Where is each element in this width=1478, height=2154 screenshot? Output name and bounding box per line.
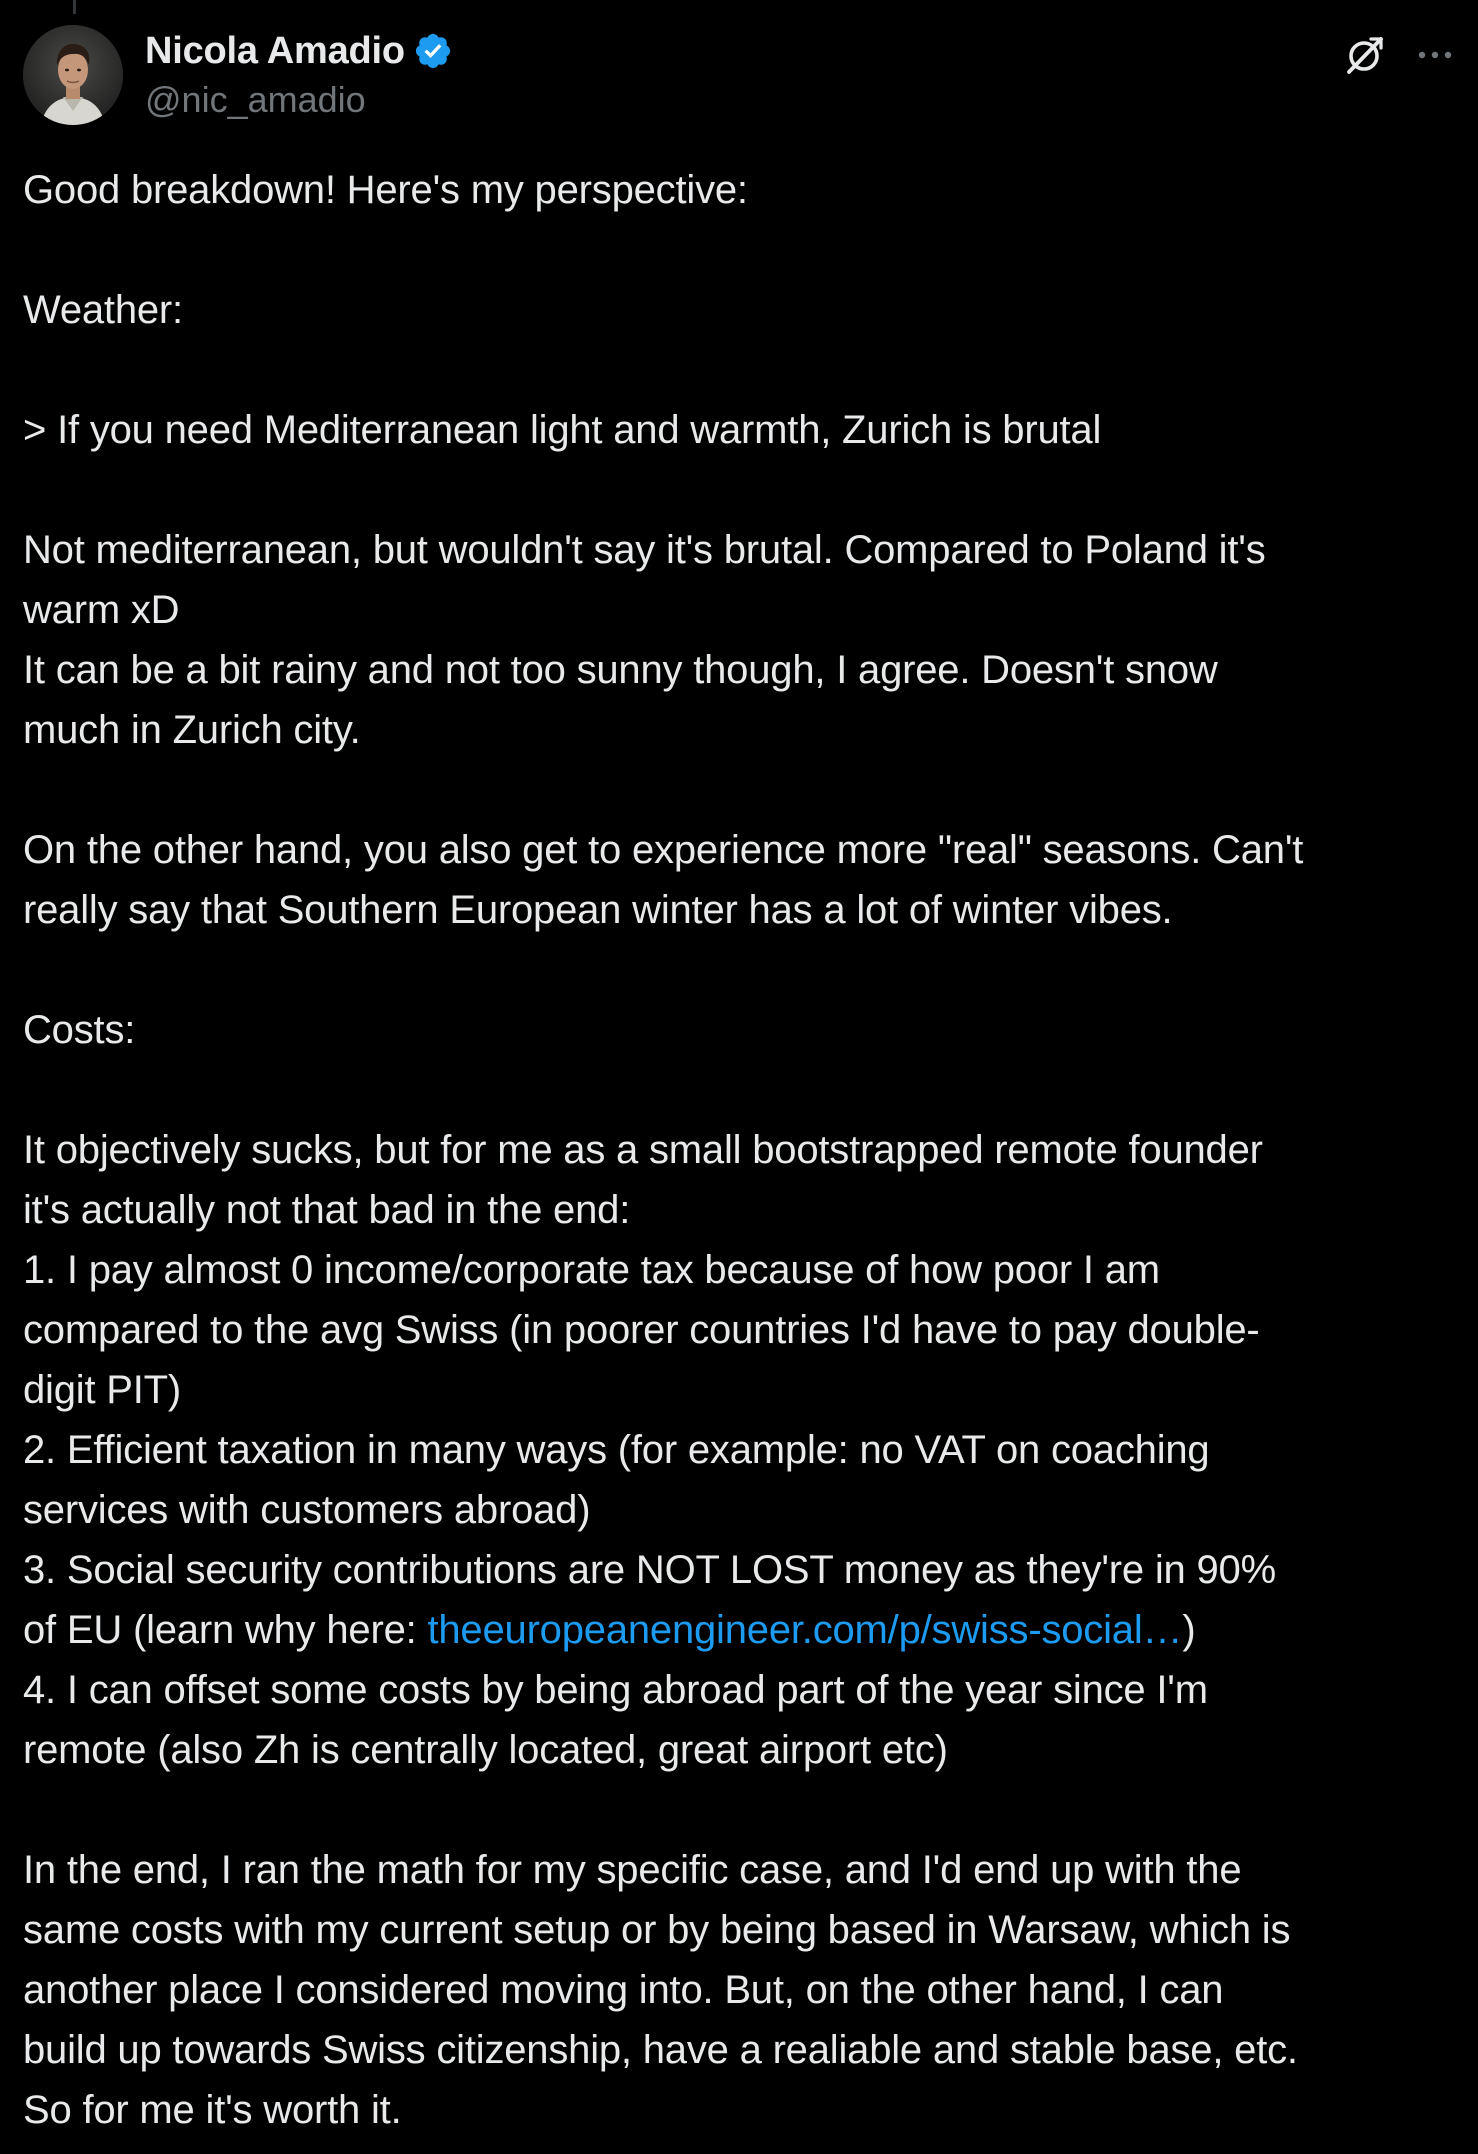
author-display-name[interactable]: Nicola Amadio	[145, 29, 405, 72]
text-line: On the other hand, you also get to experience more "real" seasons. Can't	[23, 828, 1304, 872]
weather-paragraph-1	[23, 520, 1455, 760]
grok-icon[interactable]	[1341, 31, 1389, 79]
costs-paragraph	[23, 1120, 1455, 1780]
link-suffix-text: )	[1182, 1608, 1196, 1652]
text-line: 1. I pay almost 0 income/corporate tax because of how poor I am	[23, 1248, 1160, 1292]
author-name-row	[145, 25, 453, 77]
tweet-actions	[1341, 31, 1455, 79]
text-line: same costs with my current setup or by being based in Warsaw, which is	[23, 1908, 1291, 1952]
text-line: Not mediterranean, but wouldn't say it's brutal. Compared to Poland it's	[23, 528, 1266, 572]
swiss-social-link[interactable]: theeuropeanengineer.com/p/swiss-social…	[427, 1608, 1183, 1652]
text-line: build up towards Swiss citizenship, have a realiable and stable base, etc.	[23, 2028, 1298, 2072]
text-line: warm xD	[23, 588, 180, 632]
text-line: services with customers abroad)	[23, 1488, 591, 1532]
text-line: compared to the avg Swiss (in poorer countries I'd have to pay double-	[23, 1308, 1260, 1352]
author-info	[145, 25, 453, 121]
text-line-with-link	[23, 1600, 1455, 1660]
text-line: It can be a bit rainy and not too sunny though, I agree. Doesn't snow	[23, 648, 1218, 692]
more-options-icon[interactable]	[1415, 35, 1455, 75]
text-line: remote (also Zh is centrally located, great airport etc)	[23, 1728, 948, 1772]
text-line: 4. I can offset some costs by being abroad part of the year since I'm	[23, 1668, 1208, 1712]
text-line: So for me it's worth it.	[23, 2088, 402, 2132]
tweet-intro: Good breakdown! Here's my perspective:	[23, 168, 748, 212]
weather-paragraph-2	[23, 820, 1455, 940]
text-line: 2. Efficient taxation in many ways (for example: no VAT on coaching	[23, 1428, 1210, 1472]
text-line: 3. Social security contributions are NOT LOST money as they're in 90%	[23, 1548, 1276, 1592]
weather-heading: Weather:	[23, 288, 183, 332]
verified-badge-icon[interactable]	[413, 31, 453, 71]
text-line: much in Zurich city.	[23, 708, 361, 752]
tweet-text	[23, 160, 1455, 2140]
text-line: It objectively sucks, but for me as a small bootstrapped remote founder	[23, 1128, 1263, 1172]
author-handle[interactable]: @nic_amadio	[145, 79, 366, 120]
weather-quote: > If you need Mediterranean light and warmth, Zurich is brutal	[23, 408, 1102, 452]
text-line: In the end, I ran the math for my specific case, and I'd end up with the	[23, 1848, 1242, 1892]
costs-heading: Costs:	[23, 1008, 136, 1052]
text-line: digit PIT)	[23, 1368, 182, 1412]
thread-connector-line	[73, 0, 76, 14]
avatar[interactable]	[23, 25, 123, 125]
text-line: another place I considered moving into. But, on the other hand, I can	[23, 1968, 1224, 2012]
conclusion-paragraph	[23, 1840, 1455, 2140]
text-line: really say that Southern European winter has a lot of winter vibes.	[23, 888, 1173, 932]
avatar-photo	[23, 25, 123, 125]
link-prefix-text: of EU (learn why here:	[23, 1608, 428, 1652]
text-line: it's actually not that bad in the end:	[23, 1188, 631, 1232]
tweet-header	[23, 25, 1455, 130]
